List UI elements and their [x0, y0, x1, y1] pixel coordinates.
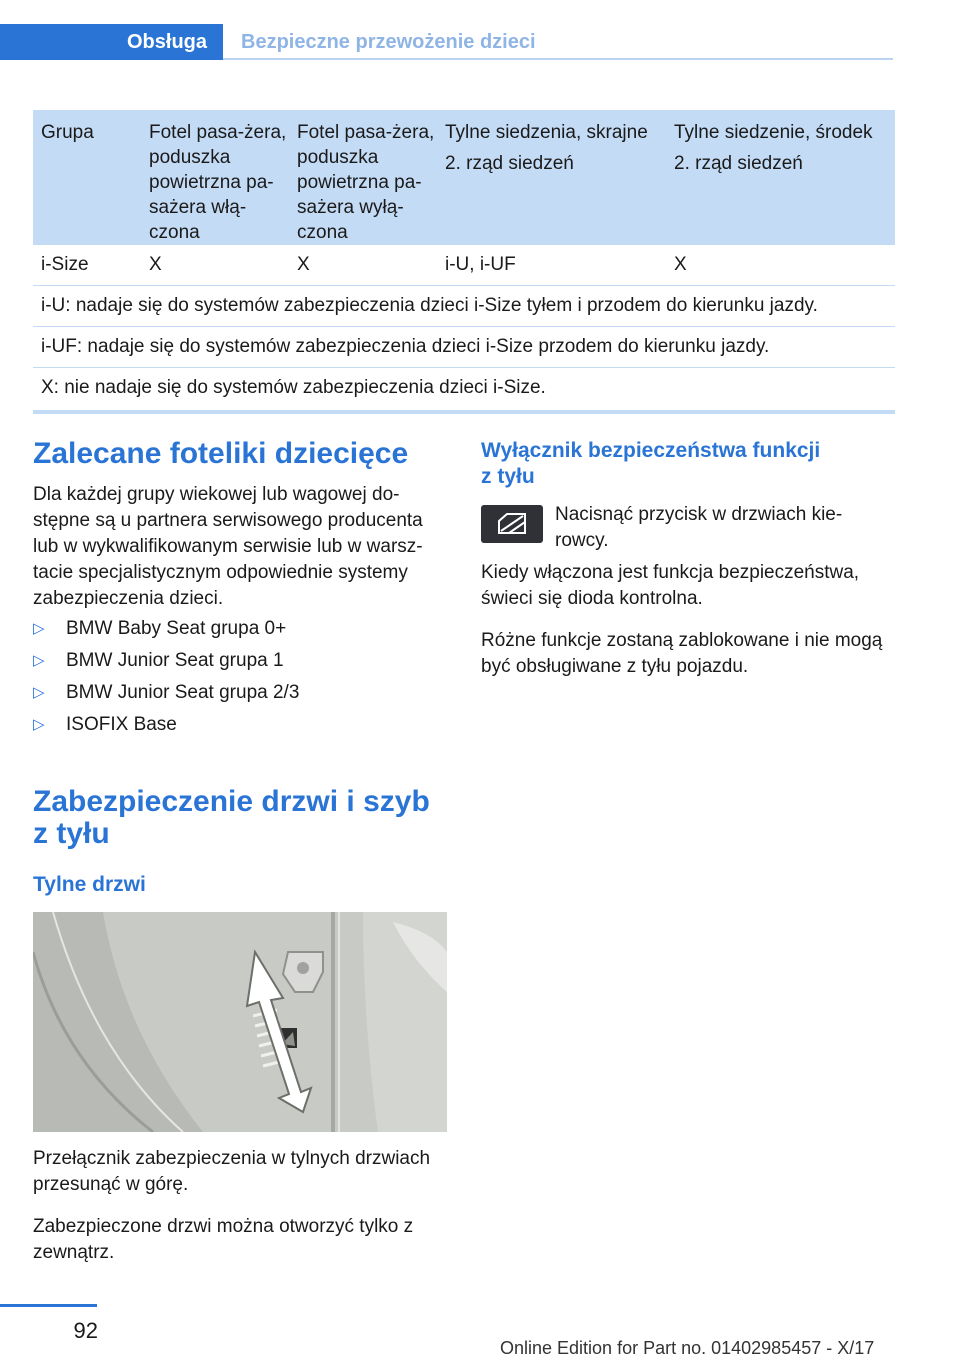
door-lock-paragraph-1: Przełącznik zabezpieczenia w tylnych drzwiach przesunąć w górę. [33, 1148, 431, 1195]
table-header-cell [445, 110, 674, 245]
table-header-subtext: 2. rząd siedzeń [674, 153, 803, 174]
table-header-row [33, 110, 895, 245]
header-section-tab[interactable] [0, 24, 223, 60]
heading-line: z tyłu [33, 817, 110, 850]
table-note-row [33, 286, 895, 327]
table-header-cell [149, 110, 297, 245]
heading-rear-safety-switch [481, 438, 901, 490]
list-item [33, 680, 448, 706]
table-header-cell [674, 110, 895, 245]
table-note-row [33, 327, 895, 368]
list-item [33, 648, 448, 674]
table-note-row [33, 368, 895, 409]
table-cell: X [297, 245, 445, 286]
list-item-text: BMW Junior Seat grupa 2/3 [66, 682, 300, 703]
table-header-subtext: 2. rząd siedzeń [445, 153, 574, 174]
heading-door-window-lock [33, 786, 453, 850]
safety-paragraph-1: Kiedy włączona jest funkcja bezpieczeństwa, świeci się dioda kontrolna. [481, 562, 860, 609]
triangle-bullet-icon: ▷ [33, 620, 45, 637]
table-note: X: nie nadaje się do systemów zabezpieczenia dzieci i-Size. [41, 377, 546, 398]
button-instruction: Nacisnąć przycisk w drzwiach kie-rowcy. [555, 504, 843, 551]
heading-line: Zabezpieczenie drzwi i szyb [33, 785, 430, 818]
safety-paragraph-2: Różne funkcje zostaną zablokowane i nie mogą być obsługiwane z tyłu pojazdu. [481, 630, 883, 677]
window-lock-button-icon[interactable] [481, 505, 543, 543]
table-header-text: Grupa [41, 122, 94, 143]
table-header-cell [33, 110, 149, 245]
table-cell: X [674, 245, 895, 286]
header-divider [223, 58, 893, 60]
list-item-text: BMW Junior Seat grupa 1 [66, 650, 284, 671]
table-note: i-UF: nadaje się do systemów zabezpieczenia dzieci i-Size przodem do kierunku jazdy. [33, 327, 895, 368]
table-note: i-U: nadaje się do systemów zabezpieczenia dzieci i-Size tyłem i przodem do kierunku jazdy. [33, 286, 895, 327]
triangle-bullet-icon: ▷ [33, 652, 45, 669]
window-lock-icon [495, 511, 529, 537]
list-item-text: BMW Baby Seat grupa 0+ [66, 618, 287, 639]
table-header-text: Tylne siedzenia, skrajne [445, 122, 648, 143]
header-chapter-label: Bezpieczne przewożenie dzieci [241, 30, 536, 53]
heading-recommended-seats: Zalecane foteliki dziecięce [33, 437, 409, 470]
table-header-cell [297, 110, 445, 245]
seat-list [33, 616, 448, 738]
table-cell: i-U, i-UF [445, 245, 674, 286]
triangle-bullet-icon: ▷ [33, 684, 45, 701]
heading-line: Wyłącznik bezpieczeństwa funkcji [481, 439, 821, 462]
table-bottom-rule [33, 410, 895, 414]
door-lock-paragraph-2: Zabezpieczone drzwi można otworzyć tylko z zewnątrz. [33, 1216, 414, 1263]
intro-paragraph: Dla każdej grupy wiekowej lub wagowej do-stępne są u partnera serwisowego producenta lub w wykwalifikowanym serwisie lub w warsz-tacie specjalistycznym odpowiednie systemy zabezpieczenia dzieci. [33, 484, 423, 609]
table-header-text: Fotel pasa-żera, poduszka powietrzna pa-sażera wyłą-czona [297, 122, 435, 243]
door-illustration-svg [33, 912, 447, 1132]
list-item-text: ISOFIX Base [66, 714, 177, 735]
footer-edition: Online Edition for Part no. 01402985457 - X/17 [500, 1338, 875, 1358]
footer-rule [0, 1304, 97, 1307]
heading-line: z tyłu [481, 465, 535, 488]
list-item [33, 616, 448, 642]
page-number: 92 [73, 1318, 98, 1343]
table-header-text: Tylne siedzenie, środek [674, 122, 873, 143]
table-row [33, 245, 895, 286]
rear-door-lock-illustration [33, 912, 447, 1132]
table-cell: i-Size [33, 245, 149, 286]
subheading-rear-doors: Tylne drzwi [33, 873, 146, 896]
header-section-label: Obsługa [126, 30, 207, 53]
table-header-text: Fotel pasa-żera, poduszka powietrzna pa-sażera włą-czona [149, 122, 287, 243]
table-cell: X [149, 245, 297, 286]
isize-table [33, 110, 895, 408]
list-item [33, 712, 448, 738]
header-chapter-tab[interactable] [223, 24, 536, 60]
triangle-bullet-icon: ▷ [33, 716, 45, 733]
